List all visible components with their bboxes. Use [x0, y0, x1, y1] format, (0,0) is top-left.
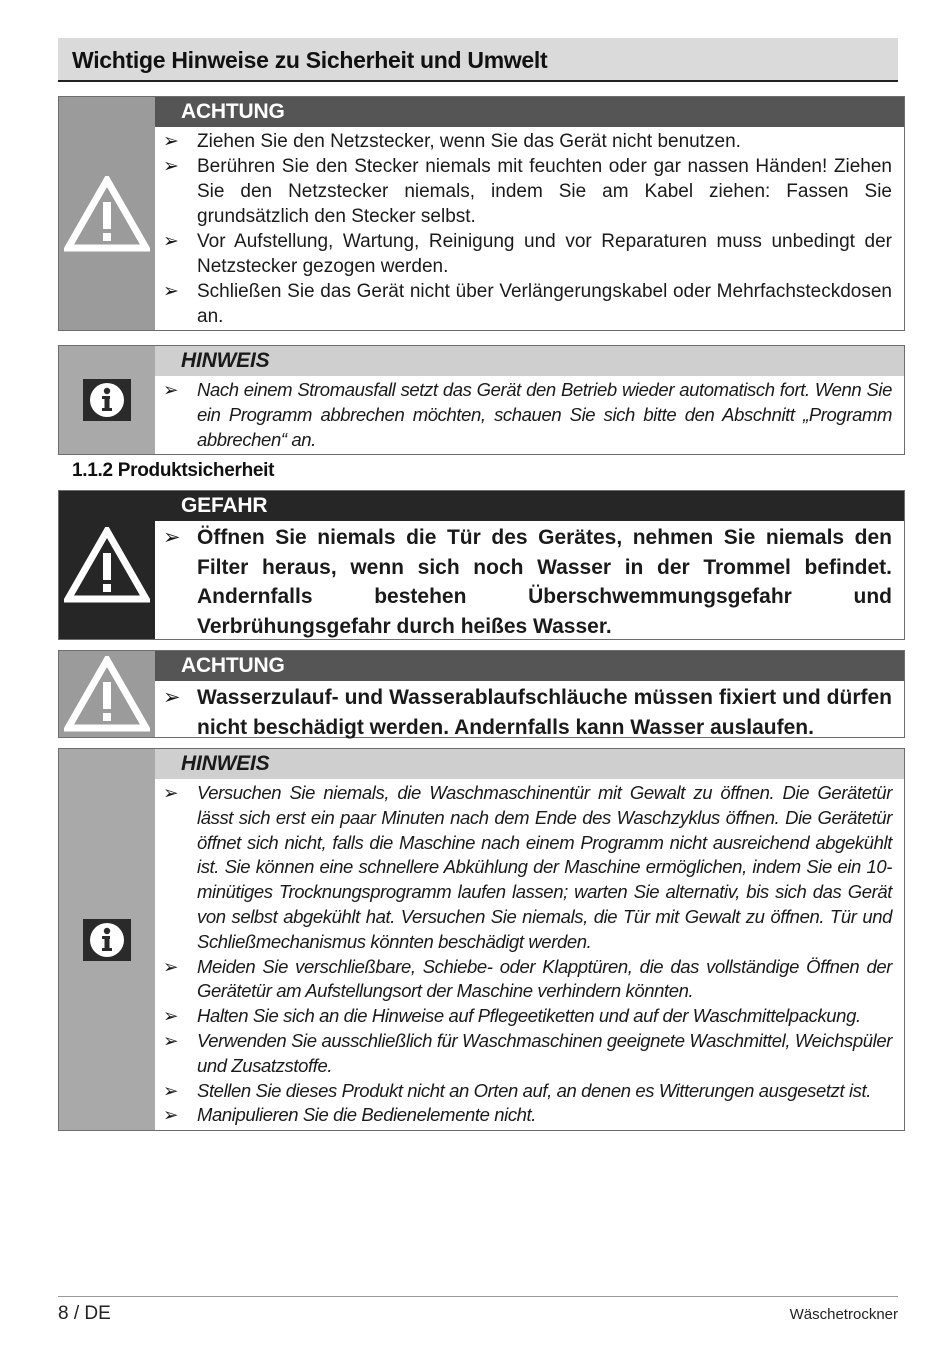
info-icon [83, 919, 131, 961]
list-item-text: Versuchen Sie niemals, die Waschmaschinentür mit Gewalt zu öffnen. Die Gerätetür lässt sich erst ein paar Minuten nach dem Ende des Waschzyklus öffnen. Die Gerätetür öffnet sich nicht, falls die Maschine nach einem Programm nicht ausreichend abgekühlt ist. Sie können eine schnellere Abkühlung der Maschine ermöglichen, indem Sie ein 10-minütiges Trocknungsprogramm laufen lassen; warten Sie alternativ, bis sich das Gerät von selbst abgekühlt hat. Versuchen Sie niemals, die Tür mit Gewalt zu öffnen. Tür und Schließmechanismus könnten beschädigt werden. [197, 782, 892, 952]
list-item-text: Nach einem Stromausfall setzt das Gerät den Betrieb wieder automatisch fort. Wenn Sie ein Programm abbrechen möchten, schauen Sie sich bitte den Abschnitt „Programm abbrechen“ an. [197, 379, 892, 450]
note-box-hinweis-1 [58, 345, 905, 455]
bullet-arrow-icon: ➢ [163, 1104, 179, 1126]
box-body [155, 521, 904, 641]
box-heading: ACHTUNG [155, 651, 904, 681]
list-item [161, 1004, 892, 1029]
bullet-arrow-icon: ➢ [163, 686, 181, 709]
box-heading: HINWEIS [155, 749, 904, 779]
list-item-text: Schließen Sie das Gerät nicht über Verlängerungskabel oder Mehrfachsteckdosen an. [197, 281, 892, 327]
box-heading: GEFAHR [155, 491, 904, 521]
list-item [161, 1029, 892, 1079]
box-body [155, 779, 904, 1128]
box-heading: HINWEIS [155, 346, 904, 376]
list-item [161, 1103, 892, 1128]
warning-box-side [59, 97, 155, 330]
list-item [161, 229, 892, 279]
bullet-arrow-icon: ➢ [163, 131, 179, 152]
note-box-side [59, 749, 155, 1130]
box-body [155, 127, 904, 329]
warning-box-side [59, 651, 155, 737]
list-item [161, 154, 892, 229]
list-item-text: Ziehen Sie den Netzstecker, wenn Sie das Gerät nicht benutzen. [197, 131, 741, 152]
box-heading: ACHTUNG [155, 97, 904, 127]
bullet-arrow-icon: ➢ [163, 955, 179, 977]
list-item-text: Öffnen Sie niemals die Tür des Gerätes, nehmen Sie niemals den Filter heraus, wenn sich noch Wasser in der Trommel befindet. Andernfalls bestehen Überschwemmungsgefahr und Verbrühungsgefahr durch heißes Wasser. [197, 526, 892, 638]
note-box-hinweis-2 [58, 748, 905, 1131]
list-item [161, 279, 892, 329]
page-header [58, 38, 898, 82]
section-title: 1.1.2 Produktsicherheit [72, 460, 275, 481]
info-icon [83, 379, 131, 421]
footer-divider [58, 1296, 898, 1297]
list-item [161, 378, 892, 452]
list-item [161, 523, 892, 641]
warning-box-achtung-1 [58, 96, 905, 331]
list-item-text: Meiden Sie verschließbare, Schiebe- oder Klapptüren, die das vollständige Öffnen der Gerätetür am Aufstellungsort der Maschine verhindern könnten. [197, 955, 892, 1002]
bullet-arrow-icon: ➢ [163, 379, 179, 400]
warning-triangle-icon [64, 527, 150, 603]
list-item-text: Stellen Sie dieses Produkt nicht an Orten auf, an denen es Witterungen ausgesetzt ist. [197, 1079, 871, 1101]
list-item-text: Berühren Sie den Stecker niemals mit feuchten oder gar nassen Händen! Ziehen Sie den Netzstecker niemals, indem Sie am Kabel ziehen: Fassen Sie grundsätzlich den Stecker selbst. [197, 156, 892, 227]
page-title: Wichtige Hinweise zu Sicherheit und Umwelt [72, 47, 548, 73]
list-item [161, 1079, 892, 1104]
bullet-arrow-icon: ➢ [163, 526, 181, 549]
warning-triangle-icon [64, 176, 150, 252]
danger-box-side [59, 491, 155, 639]
bullet-arrow-icon: ➢ [163, 231, 179, 252]
list-item-text: Verwenden Sie ausschließlich für Waschmaschinen geeignete Waschmittel, Weichspüler und Zusatzstoffe. [197, 1029, 892, 1076]
list-item [161, 129, 892, 154]
note-box-side [59, 346, 155, 454]
list-item [161, 683, 892, 742]
danger-box-gefahr [58, 490, 905, 640]
list-item-text: Halten Sie sich an die Hinweise auf Pflegeetiketten und auf der Waschmittelpackung. [197, 1005, 861, 1027]
list-item-text: Manipulieren Sie die Bedienelemente nicht. [197, 1104, 537, 1126]
list-item-text: Vor Aufstellung, Wartung, Reinigung und vor Reparaturen muss unbedingt der Netzstecker gezogen werden. [197, 231, 892, 277]
warning-triangle-icon [64, 656, 150, 732]
warning-box-achtung-2 [58, 650, 905, 738]
bullet-arrow-icon: ➢ [163, 1029, 179, 1051]
bullet-arrow-icon: ➢ [163, 1005, 179, 1027]
list-item [161, 781, 892, 955]
bullet-arrow-icon: ➢ [163, 281, 179, 302]
bullet-arrow-icon: ➢ [163, 782, 179, 803]
bullet-arrow-icon: ➢ [163, 1079, 179, 1101]
box-body [155, 376, 904, 452]
box-body [155, 681, 904, 742]
bullet-arrow-icon: ➢ [163, 156, 179, 177]
product-name: Wäschetrockner [789, 1306, 898, 1323]
page-number: 8 / DE [58, 1303, 111, 1324]
list-item [161, 955, 892, 1005]
list-item-text: Wasserzulauf- und Wasserablaufschläuche müssen fixiert und dürfen nicht beschädigt werden. Andernfalls kann Wasser auslaufen. [197, 686, 892, 739]
